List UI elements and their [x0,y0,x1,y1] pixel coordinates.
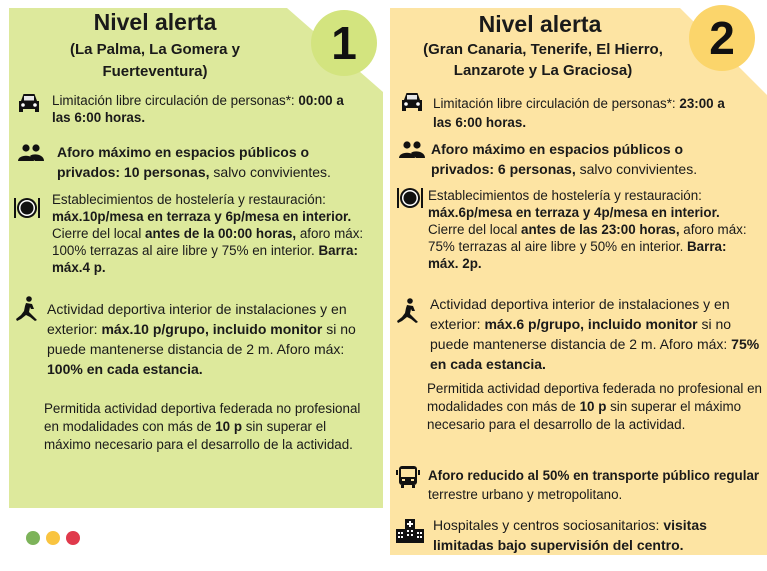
bold-text-segment: máx.10 p/grupo, incluido monitor [101,321,323,337]
text-segment: Cierre del local [428,222,522,237]
bold-text-segment: máx.6p/mesa en terraza y 4p/mesa en interior. [428,205,720,220]
level-1-title: Nivel alerta [93,9,217,35]
text-segment: si no puede mantenerse distancia de 2 m. Aforo máx: [430,316,732,352]
text-segment: si no puede mantenerse distancia de 2 m. Aforo máx: [47,321,356,357]
text-segment: Limitación libre circulación de personas*: [52,93,299,108]
bold-text-segment: 10 p [579,399,607,414]
text-segment: Permitida actividad deportiva federada no profesional en modalidades con más de [44,401,361,434]
text-segment: Permitida actividad deportiva federada no profesional en modalidades con más de [427,381,762,414]
text-segment: Actividad deportiva interior de instalaciones y en exterior: [47,301,347,337]
curfew-text [433,94,733,132]
text-segment: salvo convivientes. [209,164,331,180]
text-segment: Hospitales y centros sociosanitarios: [433,517,664,533]
text-segment: Cierre del local [52,226,146,241]
bold-text-segment: 10 p [215,419,243,434]
bold-text-segment: 00:00 a las 6:00 horas. [52,93,344,125]
text-segment: Actividad deportiva interior de instalaciones y en exterior: [430,296,730,332]
level-2-title: Nivel alerta [478,11,602,37]
text-segment: Establecimientos de hostelería y restauración: [52,192,326,207]
level-2-subtitle: (Gran Canaria, Tenerife, El Hierro, Lanzarote y La Graciosa) [423,41,663,79]
text-segment: sin superar el máximo necesario para el desarrollo de la actividad. [44,419,353,452]
plate-cutlery-icon [396,186,424,210]
bold-text-segment: Aforo reducido al 50% en transporte público regular [428,468,760,483]
hospital-visits-text [433,515,753,555]
text-segment: Limitación libre circulación de personas*: [433,96,680,111]
runner-icon [15,296,39,324]
federated-sports-text [427,380,765,434]
bold-text-segment: visitas limitadas bajo supervisión del centro. [433,517,707,553]
bold-text-segment: máx.10p/mesa en terraza y 6p/mesa en interior. [52,209,352,224]
car-icon [17,92,41,114]
bold-text-segment: 75% en cada estancia. [430,336,760,372]
text-segment: aforo máx: 75% terrazas al aire libre y 50% en interior. [428,222,747,254]
text-segment: aforo máx: 100% terrazas al aire libre y 75% en interior. [52,226,364,258]
gathering-limit-text [431,139,731,179]
sports-activity-text [430,294,765,374]
plate-cutlery-icon [13,196,41,220]
level-1-badge: 1 [311,10,377,76]
bold-text-segment: 23:00 a las 6:00 horas. [433,96,725,130]
runner-icon [396,298,420,326]
bus-icon [396,465,420,489]
text-segment: terrestre urbano y metropolitano. [428,487,623,502]
green-dot [26,531,40,545]
bold-text-segment: antes de la 00:00 horas, [145,226,297,241]
bold-text-segment: Aforo máximo en espacios públicos o privados: 6 personas, [431,141,684,177]
bold-text-segment: Barra: máx.4 p. [52,243,358,275]
text-segment: Establecimientos de hostelería y restauración: [428,188,702,203]
federated-sports-text [44,400,374,454]
public-transport-text [428,466,763,504]
text-segment: salvo convivientes. [575,161,698,177]
bold-text-segment: máx.6 p/grupo, incluido monitor [484,316,698,332]
sports-activity-text [47,299,382,379]
bold-text-segment: Barra: máx. 2p. [428,239,727,271]
level-2-badge: 2 [689,5,755,71]
people-icon [17,144,45,162]
people-icon [398,141,426,159]
curfew-text [52,92,352,126]
bold-text-segment: 100% en cada estancia. [47,361,203,377]
hospitality-text [52,191,370,276]
bold-text-segment: antes de las 23:00 horas, [521,222,680,237]
hospital-icon [396,519,424,543]
gathering-limit-text [57,142,347,182]
car-icon [400,91,424,113]
text-segment: sin superar el máximo necesario para el desarrollo de la actividad. [427,399,742,432]
red-dot [66,531,80,545]
yellow-dot [46,531,60,545]
hospitality-text [428,187,758,272]
bold-text-segment: Aforo máximo en espacios públicos o privados: 10 personas, [57,144,310,180]
level-1-subtitle: (La Palma, La Gomera y Fuerteventura) [69,41,241,80]
